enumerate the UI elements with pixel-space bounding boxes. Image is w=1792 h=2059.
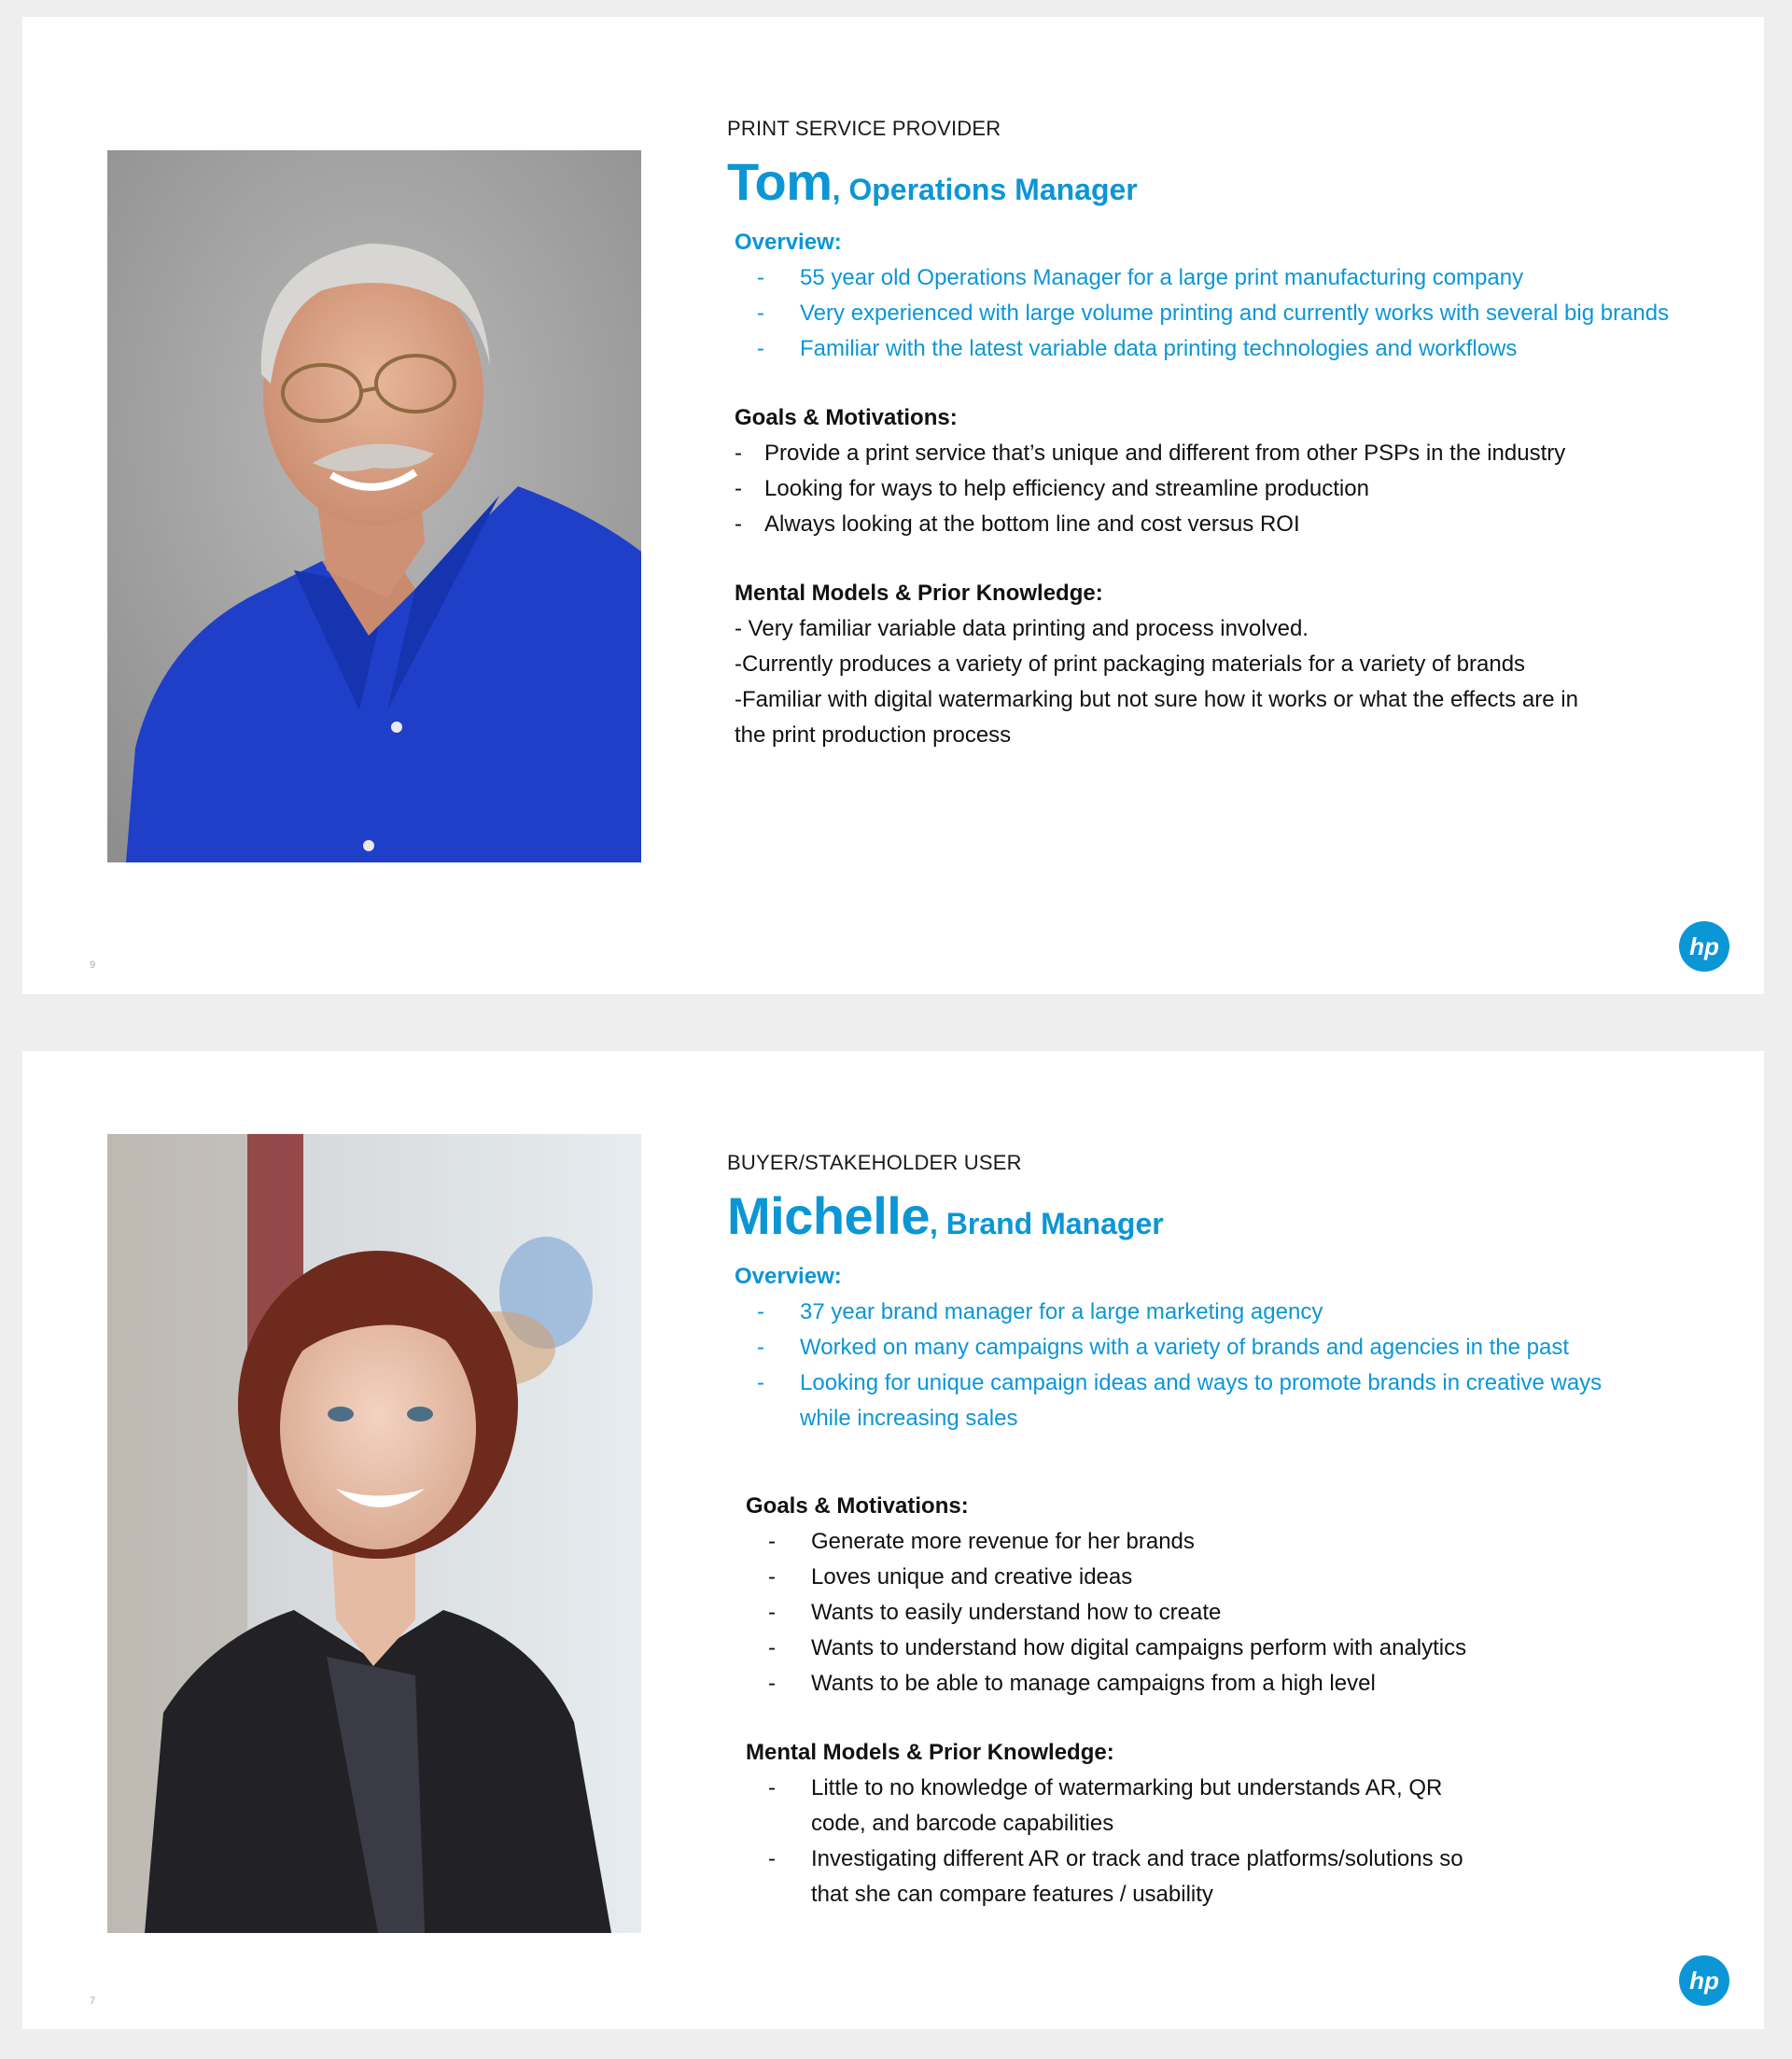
knowledge-line: the print production process [735, 722, 1012, 748]
list-item: - Loves unique and creative ideas [768, 1564, 1133, 1590]
list-item: that she can compare features / usability [811, 1882, 1213, 1907]
list-item: - Wants to understand how digital campaigns perform with analytics [768, 1635, 1467, 1660]
goals-section [746, 1489, 1744, 1702]
persona-slide-tom [22, 17, 1764, 994]
knowledge-section [735, 576, 1744, 753]
knowledge-section [746, 1735, 1744, 1912]
persona-role: , Brand Manager [929, 1207, 1164, 1240]
list-item: - Always looking at the bottom line and cost versus ROI [735, 511, 1300, 537]
persona-category: PRINT SERVICE PROVIDER [727, 117, 1001, 140]
knowledge-line: -Familiar with digital watermarking but not sure how it works or what the effects are in [735, 687, 1578, 712]
goals-heading: Goals & Motivations: [746, 1493, 969, 1519]
slide-number: 7 [90, 1996, 96, 2007]
goals-section [735, 400, 1744, 542]
knowledge-heading: Mental Models & Prior Knowledge: [746, 1740, 1114, 1765]
overview-list [735, 260, 1744, 367]
goals-heading: Goals & Motivations: [735, 405, 958, 430]
goals-list [746, 1524, 1744, 1702]
list-item: while increasing sales [800, 1406, 1018, 1431]
overview-section [735, 1259, 1744, 1436]
overview-section [735, 225, 1744, 367]
svg-text:hp: hp [1689, 932, 1719, 960]
list-item: - Little to no knowledge of watermarking but understands AR, QR [768, 1775, 1443, 1800]
michelle-portrait-photo [107, 1134, 641, 1933]
persona-slide-michelle [22, 1051, 1764, 2029]
slide-number: 9 [90, 959, 96, 971]
list-item: - Generate more revenue for her brands [768, 1529, 1195, 1554]
knowledge-line: -Currently produces a variety of print packaging materials for a variety of brands [735, 651, 1526, 677]
persona-role: , Operations Manager [832, 173, 1138, 206]
overview-heading: Overview: [735, 1264, 842, 1289]
svg-text:hp: hp [1689, 1967, 1719, 1995]
persona-name: Michelle [727, 1186, 930, 1245]
tom-persona-content [727, 114, 1744, 753]
list-item: - 55 year old Operations Manager for a large print manufacturing company [757, 265, 1524, 290]
tom-portrait-photo [107, 150, 641, 862]
persona-name-line [727, 1185, 1744, 1246]
list-item: code, and barcode capabilities [811, 1811, 1114, 1836]
persona-name: Tom [727, 152, 833, 211]
list-item: - Very experienced with large volume printing and currently works with several big brands [757, 301, 1670, 326]
list-item: - Familiar with the latest variable data printing technologies and workflows [757, 336, 1518, 361]
knowledge-line: - Very familiar variable data printing and process involved. [735, 616, 1309, 641]
overview-heading: Overview: [735, 230, 842, 255]
list-item: - Looking for unique campaign ideas and ways to promote brands in creative ways [757, 1370, 1603, 1395]
list-item: - Provide a print service that’s unique and different from other PSPs in the industry [735, 441, 1566, 466]
knowledge-list [746, 1771, 1744, 1912]
hp-logo-icon [1678, 920, 1730, 973]
persona-category: BUYER/STAKEHOLDER USER [727, 1151, 1022, 1174]
overview-list [735, 1295, 1744, 1436]
list-item: - Looking for ways to help efficiency and streamline production [735, 476, 1369, 501]
list-item: - Worked on many campaigns with a variety of brands and agencies in the past [757, 1335, 1570, 1360]
list-item: - Wants to easily understand how to create [768, 1600, 1222, 1625]
knowledge-heading: Mental Models & Prior Knowledge: [735, 581, 1103, 606]
goals-list [735, 436, 1744, 542]
list-item: - Investigating different AR or track and trace platforms/solutions so [768, 1846, 1463, 1871]
hp-logo-icon [1678, 1954, 1730, 2007]
michelle-persona-content [727, 1148, 1744, 1912]
list-item: - 37 year brand manager for a large marketing agency [757, 1299, 1323, 1324]
persona-name-line [727, 151, 1744, 212]
list-item: - Wants to be able to manage campaigns from a high level [768, 1671, 1376, 1696]
